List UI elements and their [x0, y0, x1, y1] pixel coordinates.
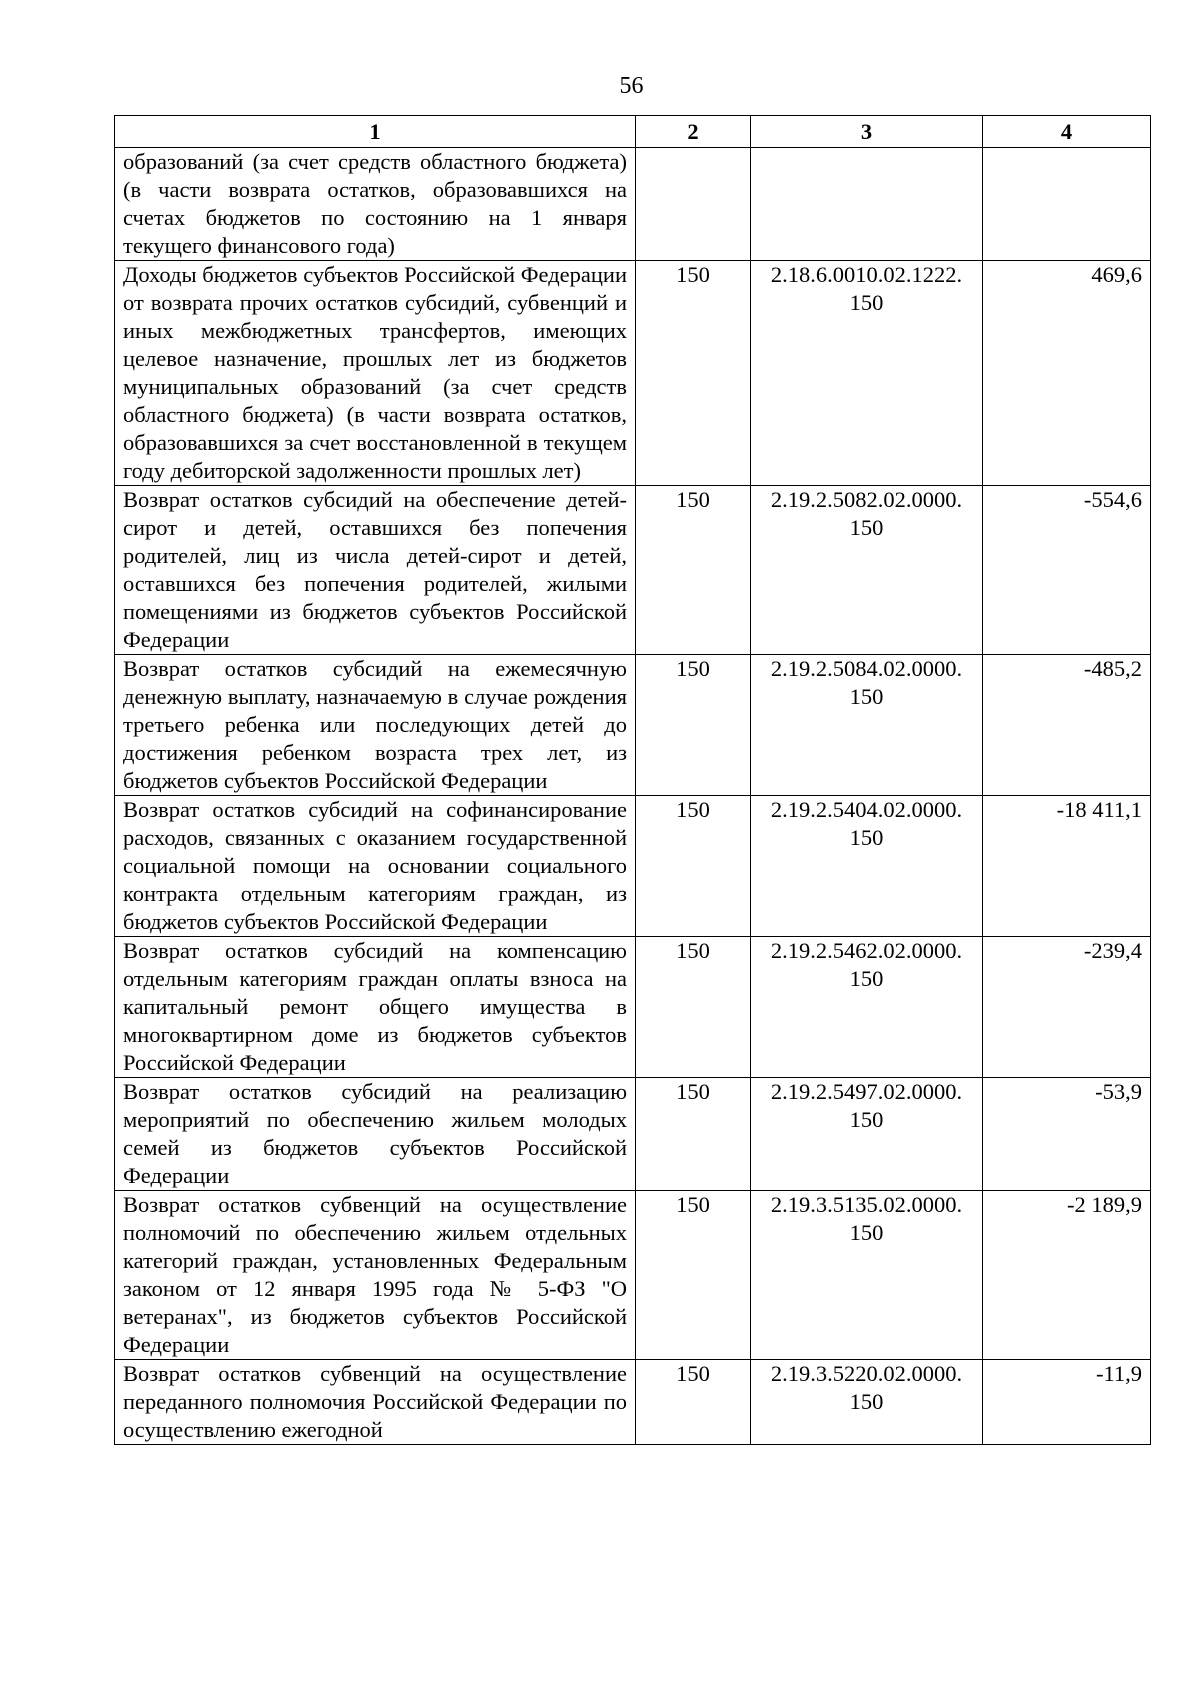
header-col-4: 4	[983, 116, 1151, 148]
row-kbk	[751, 1360, 983, 1445]
page-number: 56	[619, 73, 644, 99]
table-row	[115, 148, 1151, 261]
row-code: 150	[636, 261, 751, 486]
row-amount: -2 189,9	[983, 1191, 1151, 1360]
table-row	[115, 655, 1151, 796]
row-code: 150	[636, 1078, 751, 1191]
row-description: Доходы бюджетов субъектов Российской Федерации от возврата прочих остатков субсидий, субвенций и иных межбюджетных трансфертов, имеющих целевое назначение, прошлых лет из бюджетов муниципальных образований (за счет средств областного бюджета) (в части возврата остатков, образовавшихся за счет восстановленной в текущем году дебиторской задолженности прошлых лет)	[115, 261, 636, 486]
row-kbk-line1: 2.19.3.5135.02.0000.	[770, 1192, 963, 1217]
row-code: 150	[636, 486, 751, 655]
row-kbk	[751, 655, 983, 796]
row-code: 150	[636, 796, 751, 937]
row-amount: -11,9	[983, 1360, 1151, 1445]
header-col-2: 2	[636, 116, 751, 148]
table-row	[115, 1191, 1151, 1360]
row-description: Возврат остатков субсидий на софинансирование расходов, связанных с оказанием государственной социальной помощи на основании социального контракта отдельным категориям граждан, из бюджетов субъектов Российской Федерации	[115, 796, 636, 937]
header-col-1: 1	[115, 116, 636, 148]
row-description: Возврат остатков субвенций на осуществление переданного полномочия Российской Федерации по осуществлению ежегодной	[115, 1360, 636, 1445]
row-kbk-line1: 2.19.2.5404.02.0000.	[770, 797, 963, 822]
row-kbk-line2: 150	[849, 1107, 884, 1132]
row-kbk	[751, 261, 983, 486]
row-kbk-line1: 2.19.2.5497.02.0000.	[770, 1079, 963, 1104]
row-kbk	[751, 1191, 983, 1360]
row-kbk-line1: 2.19.3.5220.02.0000.	[770, 1361, 963, 1386]
budget-table	[114, 115, 1151, 1445]
row-amount: -554,6	[983, 486, 1151, 655]
row-code: 150	[636, 1191, 751, 1360]
table-row	[115, 1360, 1151, 1445]
row-code: 150	[636, 937, 751, 1078]
row-kbk	[751, 148, 983, 261]
table-row	[115, 937, 1151, 1078]
row-kbk-line1: 2.19.2.5082.02.0000.	[770, 487, 963, 512]
row-description: Возврат остатков субсидий на реализацию мероприятий по обеспечению жильем молодых семей из бюджетов субъектов Российской Федерации	[115, 1078, 636, 1191]
row-kbk-line2: 150	[849, 825, 884, 850]
row-kbk-line2: 150	[849, 684, 884, 709]
row-kbk-line1: 2.18.6.0010.02.1222.	[770, 262, 963, 287]
row-code: 150	[636, 655, 751, 796]
row-description: Возврат остатков субсидий на ежемесячную денежную выплату, назначаемую в случае рождения третьего ребенка или последующих детей до достижения ребенком возраста трех лет, из бюджетов субъектов Российской Федерации	[115, 655, 636, 796]
row-kbk-line2: 150	[849, 515, 884, 540]
row-amount: -485,2	[983, 655, 1151, 796]
row-kbk	[751, 796, 983, 937]
row-description: Возврат остатков субсидий на компенсацию отдельным категориям граждан оплаты взноса на капитальный ремонт общего имущества в многоквартирном доме из бюджетов субъектов Российской Федерации	[115, 937, 636, 1078]
row-amount: 469,6	[983, 261, 1151, 486]
table-row	[115, 261, 1151, 486]
row-kbk	[751, 1078, 983, 1191]
row-code: 150	[636, 1360, 751, 1445]
table-row	[115, 486, 1151, 655]
row-amount: -18 411,1	[983, 796, 1151, 937]
row-amount	[983, 148, 1151, 261]
row-description: Возврат остатков субсидий на обеспечение детей-сирот и детей, оставшихся без попечения родителей, лиц из числа детей-сирот и детей, оставшихся без попечения родителей, жилыми помещениями из бюджетов субъектов Российской Федерации	[115, 486, 636, 655]
row-kbk	[751, 937, 983, 1078]
header-col-3: 3	[751, 116, 983, 148]
row-kbk-line2: 150	[849, 1389, 884, 1414]
row-kbk-line1: 2.19.2.5084.02.0000.	[770, 656, 963, 681]
table-row	[115, 796, 1151, 937]
row-code	[636, 148, 751, 261]
row-kbk-line1: 2.19.2.5462.02.0000.	[770, 938, 963, 963]
row-kbk	[751, 486, 983, 655]
row-description: Возврат остатков субвенций на осуществление полномочий по обеспечению жильем отдельных категорий граждан, установленных Федеральным законом от 12 января 1995 года № 5-ФЗ "О ветеранах", из бюджетов субъектов Российской Федерации	[115, 1191, 636, 1360]
table-header-row	[115, 116, 1151, 148]
row-description: образований (за счет средств областного бюджета) (в части возврата остатков, образовавшихся на счетах бюджетов по состоянию на 1 января текущего финансового года)	[115, 148, 636, 261]
row-kbk-line2: 150	[849, 1220, 884, 1245]
row-kbk-line2: 150	[849, 290, 884, 315]
table-body	[115, 148, 1151, 1445]
row-kbk-line2: 150	[849, 966, 884, 991]
row-amount: -239,4	[983, 937, 1151, 1078]
table-row	[115, 1078, 1151, 1191]
row-amount: -53,9	[983, 1078, 1151, 1191]
